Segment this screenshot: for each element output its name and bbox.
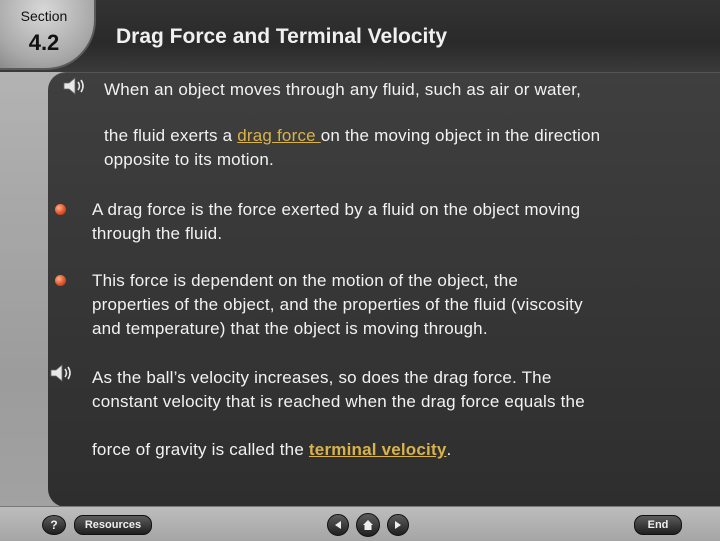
page-title: Drag Force and Terminal Velocity — [116, 25, 448, 48]
audio-para-line-3-post: . — [446, 440, 452, 459]
help-button[interactable] — [42, 515, 66, 535]
bullet-1-line-1: A drag force is the force exerted by a fluid on the object moving — [92, 200, 581, 219]
end-button[interactable]: End — [634, 515, 682, 535]
intro-line-3: opposite to its motion. — [104, 150, 274, 169]
terminal-velocity-link[interactable]: terminal velocity — [308, 440, 447, 459]
next-button[interactable] — [387, 514, 409, 536]
audio-para-line-3-pre: force of gravity is called the — [92, 440, 309, 459]
bullet-2-line-1: This force is dependent on the motion of the object, the — [92, 271, 519, 290]
arrow-right-icon — [393, 520, 403, 530]
resources-button[interactable]: Resources — [74, 515, 152, 535]
bullet-2-line-3: and temperature) that the object is moving through. — [92, 319, 488, 338]
home-button[interactable] — [356, 513, 380, 537]
speaker-icon[interactable] — [62, 77, 86, 95]
bullet-icon — [55, 204, 66, 215]
home-icon — [362, 519, 374, 531]
arrow-left-icon — [333, 520, 343, 530]
help-icon: ? — [50, 518, 58, 532]
audio-para-line-3 — [92, 438, 451, 461]
intro-line-2-post: on the moving object in the direction — [320, 126, 601, 145]
bullet-2-line-2: properties of the object, and the properties of the fluid (viscosity — [92, 295, 583, 314]
section-label: Section — [20, 8, 68, 24]
bullet-1-line-2: through the fluid. — [92, 224, 223, 243]
speaker-icon[interactable] — [49, 364, 73, 382]
previous-button[interactable] — [327, 514, 349, 536]
intro-line-2-pre: the fluid exerts a — [104, 126, 238, 145]
section-number: 4.2 — [28, 30, 60, 55]
intro-line-2 — [104, 124, 600, 147]
audio-para-line-2: constant velocity that is reached when the drag force equals the — [92, 392, 585, 411]
footer-bar — [0, 506, 720, 541]
audio-para-line-1: As the ball’s velocity increases, so does the drag force. The — [92, 368, 552, 387]
drag-force-link[interactable]: drag force — [237, 126, 321, 145]
bullet-icon — [55, 275, 66, 286]
intro-line-1: When an object moves through any fluid, such as air or water, — [104, 80, 582, 99]
